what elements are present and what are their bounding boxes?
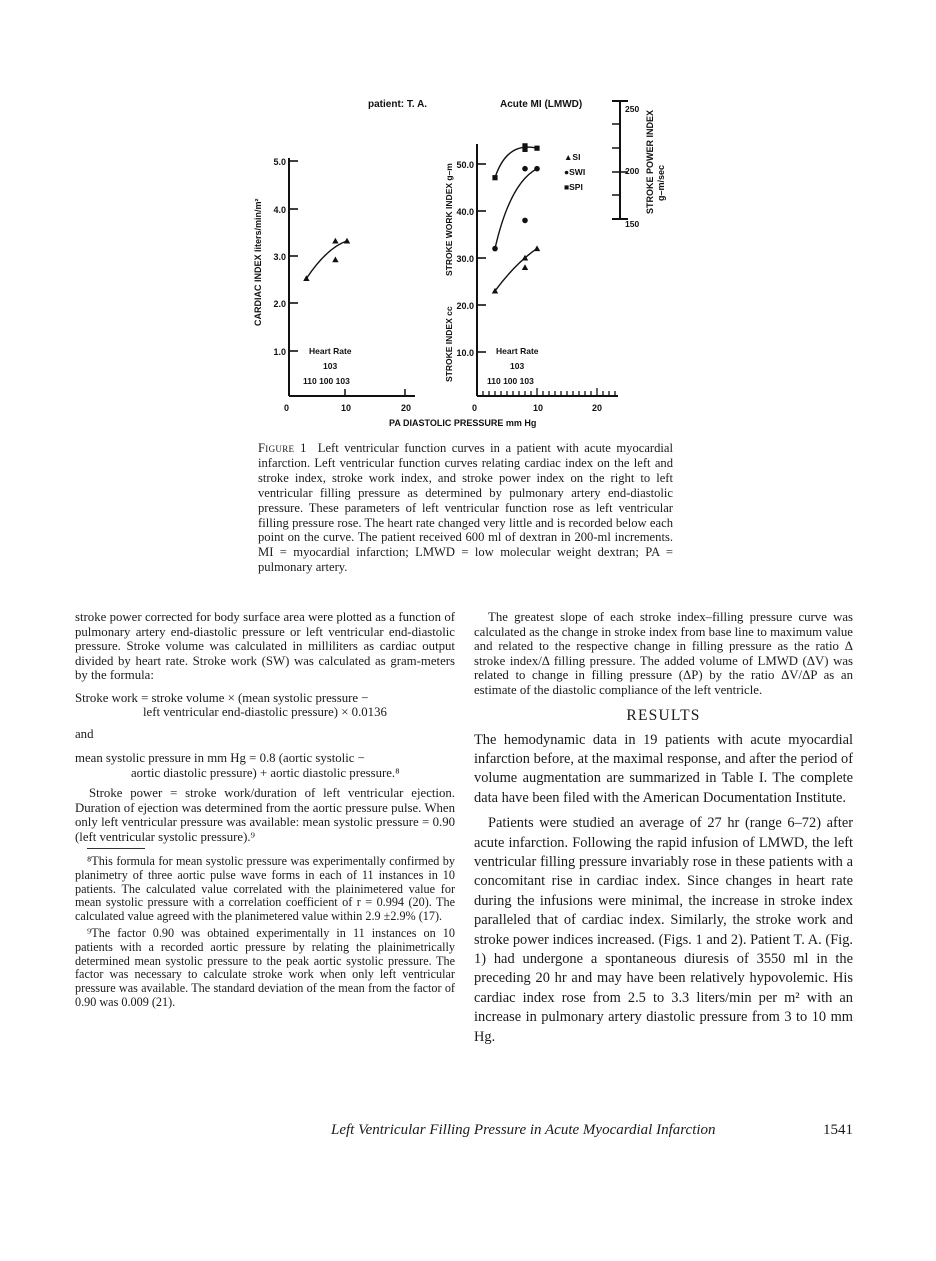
data-point-swi	[492, 246, 498, 252]
left-xtick-label: 10	[341, 403, 352, 413]
left-hr-row: 110 100 103	[303, 376, 350, 386]
data-point-ci	[332, 238, 338, 244]
left-y-ticks	[289, 161, 298, 351]
power-tick-label: 150	[625, 219, 640, 229]
paragraph: Patients were studied an average of 27 hr (range 6–72) after acute infarction. Following the rapid infusion of LMWD, the left ventricular filling pressure invariably rose in these patients with a concomitant rise in cardiac index. Since changes in heart rate during the infusions were minimal, the increase in stroke index paralleled that of cardiac index. Similarly, the stroke work and stroke power indices increased. (Figs. 1 and 2). Patient T. A. (Fig. 1) had undergone a spontaneous diuresis of 3550 ml in the preceding 20 hr and may have been relatively hypovolemic. His cardiac index rose from 2.5 to 3.3 liters/min per m² with an increase in pulmonary artery diastolic pressure from 3 to 10 mm Hg.	[474, 815, 853, 1045]
left-xtick-label: 20	[401, 403, 412, 413]
panel-right-title: Acute MI (LMWD)	[500, 99, 583, 110]
formula-stroke-work: Stroke work = stroke volume × (mean systolic pressure −	[75, 690, 369, 705]
data-point-spi	[522, 147, 527, 152]
right-x-minor-ticks	[483, 388, 615, 396]
section-heading-results: RESULTS	[626, 707, 701, 724]
right-ytick-label: 40.0	[456, 207, 474, 217]
paragraph: The greatest slope of each stroke index–filling pressure curve was calculated as the change in stroke index from base line to maximum value and related to the respective change in filling pressure as the ratio Δ stroke index/Δ filling pressure. The added volume of LMWD (ΔV) was related to change in filling pressure (ΔP) by the ratio ΔV/ΔP as an estimate of the diastolic compliance of the left ventricle.	[474, 610, 853, 697]
power-y-units: g–m/sec	[656, 164, 666, 201]
left-ytick-label: 5.0	[273, 157, 286, 167]
right-y-label-top: STROKE WORK INDEX g–m	[444, 163, 454, 276]
right-plot	[492, 143, 540, 293]
data-point-swi	[534, 166, 540, 172]
footnote-9: ⁹The factor 0.90 was obtained experimentally in 11 instances on 10 patients with a recorded aortic pressure by relating the plainimetrically determined mean systolic pressure to the peak aortic systolic pressure. The factor was necessary to calculate stroke work when only left ventricular pressure was available. The standard deviation of the mean from the factor of 0.90 was 0.009 (21).	[75, 925, 455, 1009]
page-number: 1541	[823, 1122, 853, 1138]
formula-mean-systolic: mean systolic pressure in mm Hg = 0.8 (aortic systolic −	[75, 751, 365, 765]
x-axis-label: PA DIASTOLIC PRESSURE mm Hg	[389, 418, 537, 428]
right-xtick-label: 0	[472, 403, 478, 413]
footnote-8: ⁸This formula for mean systolic pressure was experimentally confirmed by planimetry of three aortic pulse wave forms in each of 11 instances in 10 patients. The calculated value correlated with the plainimetered value for mean systolic pressure with a correlation coefficient of r = 0.994 (20). The calculated value agreed with the planimetered value within 2.9 ±2.9% (17).	[75, 854, 455, 924]
right-y-ticks	[477, 164, 486, 352]
right-ytick-label: 50.0	[456, 160, 474, 170]
running-title: Left Ventricular Filling Pressure in Acute Myocardial Infarction	[331, 1122, 716, 1138]
formula-stroke-work-cont: left ventricular end-diastolic pressure) × 0.0136	[143, 705, 387, 719]
right-column	[474, 610, 853, 1047]
and-text: and	[75, 726, 94, 741]
right-xtick-label: 20	[592, 403, 603, 413]
caption-text: Left ventricular function curves in a patient with acute myocardial infarction. Left ventricular function curves relating cardiac index on the left and stroke index, stroke work index, and stroke power index on the right to left ventricular filling pressure as determined by pulmonary artery end-diastolic pressure. These parameters of left ventricular function rose as left ventricular filling pressure rose. The heart rate changed very little and is recorded below each point on the curve. The patient received 600 ml of dextran in 200-ml increments. MI = myocardial infarction; LMWD = low molecular weight dextran; PA = pulmonary artery.	[258, 441, 673, 575]
left-plot	[303, 238, 350, 281]
left-hr-label: Heart Rate	[309, 346, 352, 356]
caption-label: Figure 1	[258, 441, 307, 455]
formula-mean-systolic-cont: aortic diastolic pressure) + aortic diastolic pressure.⁸	[131, 765, 400, 780]
right-ytick-label: 10.0	[456, 348, 474, 358]
power-tick-label: 200	[625, 166, 640, 176]
footnote-rule	[87, 848, 145, 849]
series-line-si	[495, 249, 537, 291]
legend-swi: ●SWI	[564, 167, 586, 177]
series-line-swi	[495, 169, 537, 249]
data-point-swi	[522, 218, 528, 224]
data-point-spi	[492, 175, 497, 180]
data-point-ci	[332, 257, 338, 263]
series-line-ci	[306, 241, 347, 279]
figure-caption	[258, 441, 673, 575]
right-ytick-label: 20.0	[456, 301, 474, 311]
right-hr-mid: 103	[510, 361, 525, 371]
left-ytick-label: 2.0	[273, 299, 286, 309]
legend-si: ▲SI	[564, 152, 581, 162]
figure-svg	[240, 86, 700, 436]
figure-1	[240, 86, 700, 436]
legend-spi: ■SPI	[564, 182, 583, 192]
left-column	[75, 610, 455, 1010]
left-ytick-label: 1.0	[273, 347, 286, 357]
panel-left-title: patient: T. A.	[368, 99, 428, 110]
right-hr-label: Heart Rate	[496, 346, 539, 356]
left-ytick-label: 4.0	[273, 205, 286, 215]
data-point-ci	[344, 238, 350, 244]
data-point-si	[522, 264, 528, 270]
right-ytick-label: 30.0	[456, 254, 474, 264]
left-xtick-label: 0	[284, 403, 290, 413]
left-hr-mid: 103	[323, 361, 338, 371]
left-ytick-label: 3.0	[273, 252, 286, 262]
right-hr-row: 110 100 103	[487, 376, 534, 386]
power-tick-label: 250	[625, 104, 640, 114]
data-point-swi	[522, 166, 528, 172]
right-xtick-label: 10	[533, 403, 544, 413]
paragraph: The hemodynamic data in 19 patients with acute myocardial infarction before, at the maximal response, and after the period of volume augmentation are summarized in Table I. The complete data have been filed with the American Documentation Institute.	[474, 731, 853, 806]
data-point-si	[534, 245, 540, 251]
paragraph: Stroke power = stroke work/duration of left ventricular ejection. Duration of ejection was determined from the aortic pressure pulse. When only left ventricular pressure was available: mean systolic pressure = 0.90 (left ventricular systolic pressure).⁹	[75, 786, 455, 844]
paragraph: stroke power corrected for body surface area were plotted as a function of pulmonary artery end-diastolic pressure or left ventricular end-diastolic pressure. Stroke volume was calculated in milliliters as cardiac output divided by heart rate. Stroke work (SW) was calculated as gram-meters by the formula:	[75, 610, 455, 682]
left-y-label: CARDIAC INDEX liters/min/m²	[253, 198, 263, 326]
right-y-label-bottom: STROKE INDEX cc	[444, 306, 454, 382]
power-y-label: STROKE POWER INDEX	[645, 109, 655, 214]
page-footer	[331, 1122, 853, 1139]
data-point-spi	[534, 146, 539, 151]
